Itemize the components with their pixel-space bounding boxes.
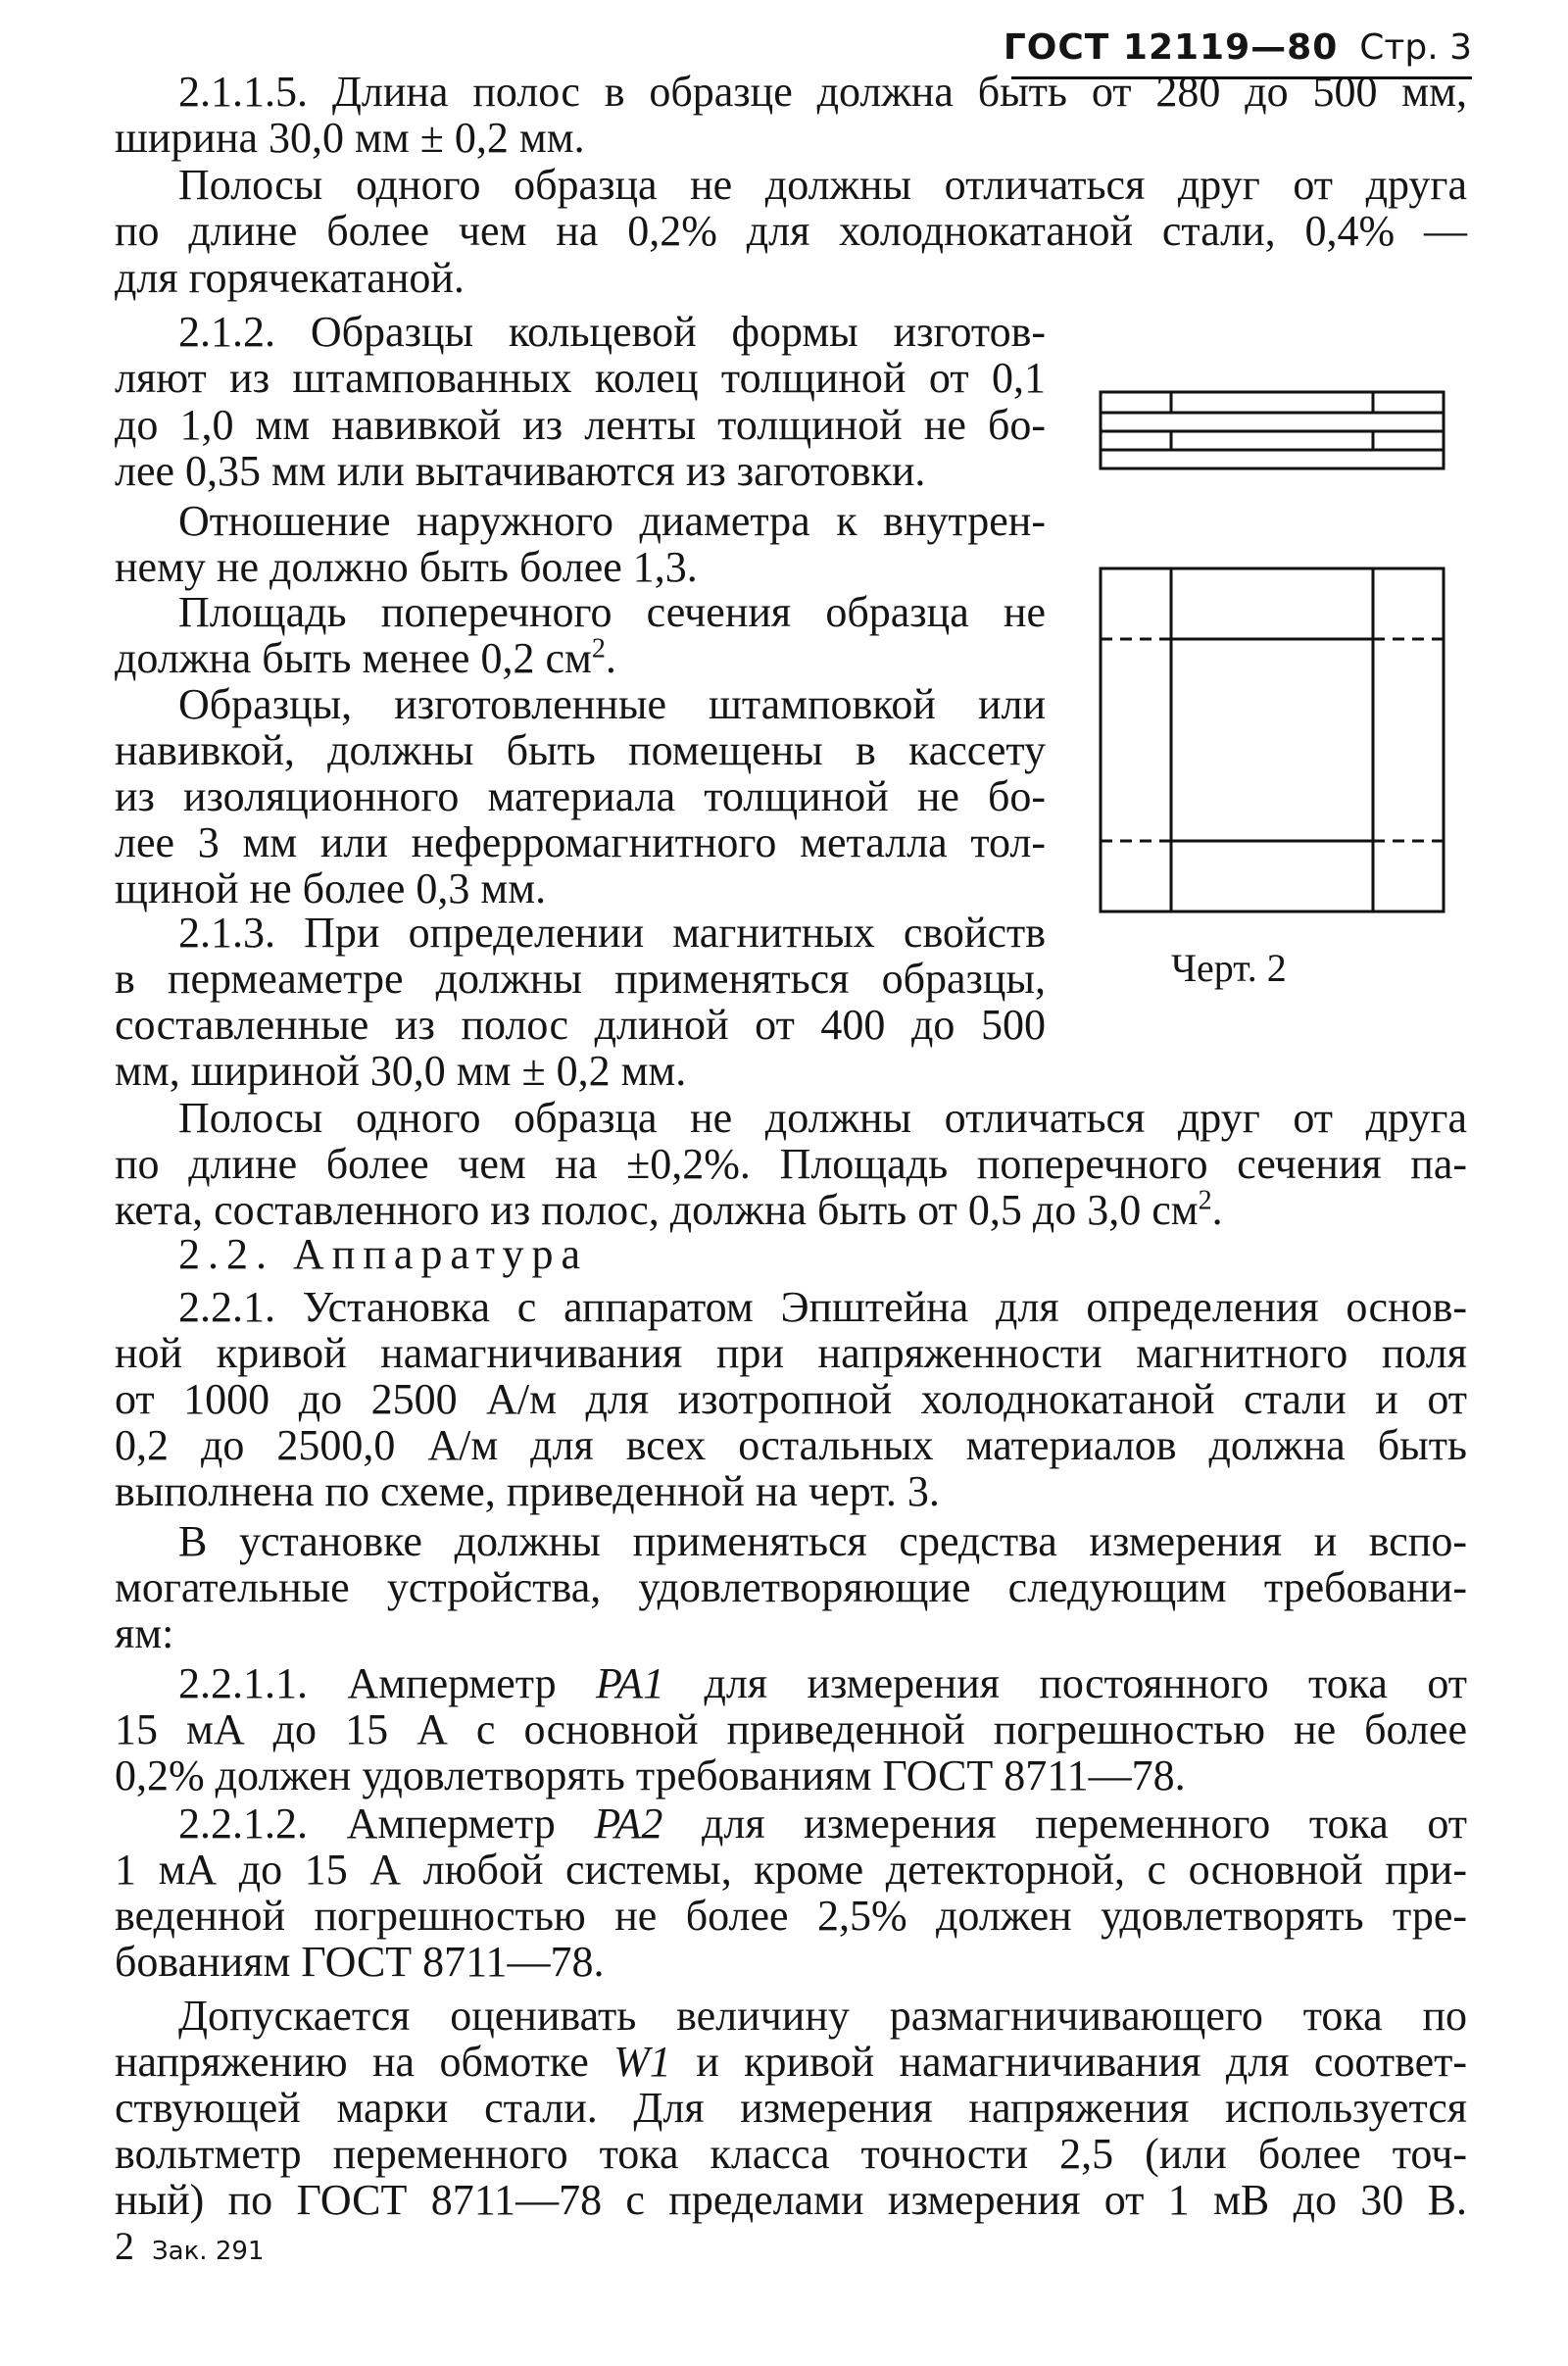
text-line: Полосы одного образца не должны отличаться друг от друга [178,161,1467,209]
page-footer [115,2223,264,2269]
text-line: В установке должны применяться средства измерения и вспо- [178,1517,1467,1565]
specimen-drawing [1076,377,1468,936]
text-run: . [605,634,616,682]
winding-designation: W1 [613,2038,671,2086]
text-line: лее 3 мм или неферромагнитного металла тол- [115,818,1046,866]
text-run: кета, составленного из полос, должна быть от 0,5 до 3,0 см [115,1186,1199,1234]
text-line: Полосы одного образца не должны отличаться друг от друга [178,1094,1467,1142]
device-designation: PA1 [595,1659,665,1707]
page-header [1004,27,1472,68]
text-line: лее 0,35 мм или вытачиваются из заготовки. [115,447,926,495]
text-line [115,635,1046,681]
text-run: для измерения постоянного тока от [664,1659,1467,1707]
text-line: могательные устройства, удовлетворяющие следующим требовани- [115,1563,1467,1611]
text-line: от 1000 до 2500 А/м для изотропной холоднокатаной стали и от [115,1375,1467,1423]
text-line [178,1660,1467,1706]
figure-caption: Черт. 2 [1171,946,1287,990]
text-line: ной кривой намагничивания при напряженности магнитного поля [115,1329,1467,1377]
superscript: 2 [1198,1185,1212,1216]
standard-number: ГОСТ 12119—80 [1003,27,1339,68]
text-line: нему не должно быть более 1,3. [115,543,698,591]
text-line: в пермеаметре должны применяться образцы, [115,955,1046,1003]
page-label: Стр. 3 [1359,27,1472,68]
text-line: составленные из полос длиной от 400 до 500 [115,1001,1046,1049]
section-heading-text: 2.2. Аппаратура [178,1230,588,1278]
text-line: для горячекатаной. [115,254,465,302]
superscript: 2 [591,633,606,665]
section-heading [178,1231,1467,1277]
text-line: 0,2 до 2500,0 А/м для всех остальных материалов должна быть [115,1421,1467,1469]
text-line: ствующей марки стали. Для измерения напряжения используется [115,2084,1467,2132]
text-line: Допускается оценивать величину размагничивающего тока по [178,1992,1467,2040]
text-line: по длине более чем на 0,2% для холоднокатаной стали, 0,4% — [115,207,1467,255]
text-line: Образцы, изготовленные штамповкой или [178,680,1046,728]
text-line [115,1187,1467,1233]
text-line: 2.2.1. Установка с аппаратом Эпштейна для определения основ- [178,1283,1467,1331]
text-line: до 1,0 мм навивкой из ленты толщиной не бо- [115,401,1046,449]
outer-frame [1101,568,1444,912]
text-run: должна быть менее 0,2 см [115,634,592,682]
text-line [115,2039,1467,2085]
top-view [1101,568,1444,912]
text-line: Отношение наружного диаметра к внутрен- [178,497,1046,545]
text-line [178,1800,1467,1847]
text-line: навивкой, должны быть помещены в кассету [115,726,1046,774]
text-line: ный) по ГОСТ 8711—78 с пределами измерения от 1 мВ до 30 В. [115,2176,1467,2224]
text-line: 2.1.1.5. Длина полос в образце должна быть от 280 до 500 мм, [178,68,1467,116]
text-line: 2.1.3. При определении магнитных свойств [178,909,1046,957]
text-run: 2.2.1.2. Амперметр [178,1799,595,1848]
text-line: Площадь поперечного сечения образца не [178,588,1046,636]
text-line: 0,2% должен удовлетворять требованиям ГОСТ 8711—78. [115,1751,1186,1799]
order-number: Зак. 291 [152,2237,265,2266]
text-line: щиной не более 0,3 мм. [115,864,547,912]
text-line: вольтметр переменного тока класса точности 2,5 (или более точ- [115,2130,1467,2178]
text-run: 2.2.1.1. Амперметр [178,1659,596,1707]
text-line: ляют из штампованных колец толщиной от 0,1 [115,354,1046,402]
text-line: веденной погрешностью не более 2,5% должен удовлетворять тре- [115,1892,1467,1940]
text-line: 15 мА до 15 А с основной приведенной погрешностью не более [115,1705,1467,1753]
text-run: для измерения переменного тока от [662,1799,1467,1848]
text-line: ширина 30,0 мм ± 0,2 мм. [115,114,585,162]
text-line: ям: [115,1609,174,1657]
text-line: выполнена по схеме, приведенной на черт. 3. [115,1467,940,1515]
text-run: и кривой намагничивания для соответ- [670,2038,1467,2086]
text-line: по длине более чем на ±0,2%. Площадь поперечного сечения па- [115,1140,1467,1188]
text-run: напряжению на обмотке [115,2038,614,2086]
text-line: 1 мА до 15 А любой системы, кроме детекторной, с основной при- [115,1846,1467,1894]
text-line: 2.1.2. Образцы кольцевой формы изготов- [178,308,1046,356]
text-run: . [1211,1186,1223,1234]
text-line: из изоляционного материала толщиной не бо- [115,772,1046,820]
text-line: бованиям ГОСТ 8711—78. [115,1938,605,1986]
page-number: 2 [115,2224,134,2268]
inner-window [1171,639,1373,841]
device-designation: PA2 [594,1799,663,1848]
text-line: мм, шириной 30,0 мм ± 0,2 мм. [115,1047,687,1095]
side-view [1101,392,1444,468]
